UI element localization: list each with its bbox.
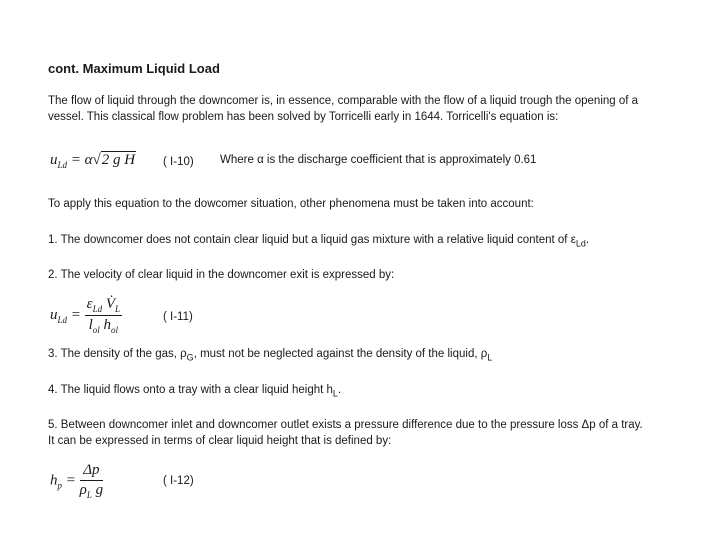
equation-torricelli: $u_{Ld} = \alpha√2$ g H (50, 152, 136, 170)
point-2: 2. The velocity of clear liquid in the downcomer exit is expressed by: (48, 269, 395, 281)
equation-velocity: $u_{Ld}$ = $\frac{\varepsilon_{Ld} V̇_L}{l_{ol} h_{ol}}$ (50, 296, 121, 335)
page-title: cont. Maximum Liquid Load (48, 61, 220, 76)
intro-paragraph: The flow of liquid through the downcomer is, in essence, comparable with the flow of a liquid trough the opening of a vessel. This classical flow problem has been solved by Torricelli early in 1644. Torricelli's equation is: (48, 95, 639, 123)
equation-label-i10: ( I-10) (163, 156, 194, 168)
discharge-coefficient-note: Where α is the discharge coefficient that is approximately 0.61 (220, 154, 537, 166)
apply-paragraph: To apply this equation to the dowcomer situation, other phenomena must be taken into account: (48, 198, 534, 210)
equation-pressure-height: $h_p$ = $\frac{\Delta p}{\rho_L g}$ (50, 462, 104, 500)
equation-label-i11: ( I-11) (163, 311, 193, 323)
point-3: 3. The density of the gas, $\rho_G$, must not be neglected against the density of the liquid, $\rho_L$ (48, 348, 493, 363)
point-4: 4. The liquid flows onto a tray with a clear liquid height $h_L$. (48, 384, 342, 399)
point-1: 1. The downcomer does not contain clear liquid but a liquid gas mixture with a relative liquid content of $\varepsilon_{Ld}$. (48, 234, 590, 249)
equation-label-i12: ( I-12) (163, 475, 194, 487)
point-5: 5. Between downcomer inlet and downcomer outlet exists a pressure difference due to the pressure loss Δp of a tray. It can be expressed in terms of clear liquid height that is defined by: (48, 419, 643, 447)
